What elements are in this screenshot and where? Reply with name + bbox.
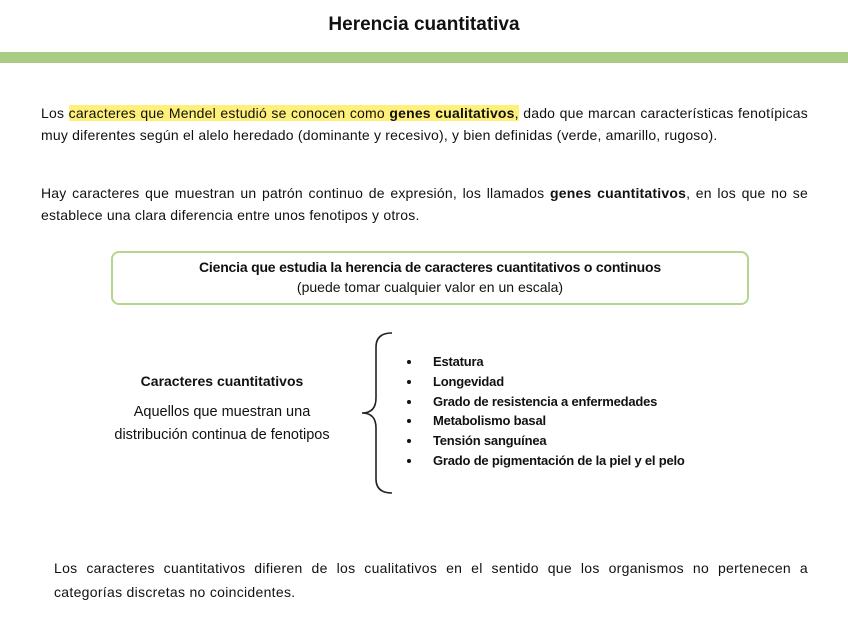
- examples-list: [400, 352, 685, 471]
- p2-pre: Hay caracteres que muestran un patrón continuo de expresión, los llamados: [41, 185, 550, 201]
- p1-highlight: caracteres que Mendel estudió se conocen como: [68, 105, 390, 121]
- intro-paragraph-1: [41, 102, 808, 146]
- page-title: Herencia cuantitativa: [328, 14, 520, 35]
- definition-box: [111, 251, 749, 305]
- p1-pre: Los: [41, 105, 69, 121]
- p1-comma: ,: [514, 105, 519, 121]
- p2-rest: , en los que no se establece una clara diferencia entre unos fenotipos y otros.: [41, 185, 808, 223]
- p1-rest: dado que marcan características fenotípicas muy diferentes según el alelo heredado (dominante y recesivo), y bien definidas (verde, amarillo, rugoso).: [41, 105, 808, 143]
- quantitative-traits-heading: Caracteres cuantitativos: [140, 373, 304, 389]
- description-line-1: Aquellos que muestran una: [133, 404, 311, 420]
- list-item: Tensión sanguínea: [400, 431, 685, 451]
- list-item: Longevidad: [400, 372, 685, 392]
- quantitative-traits-description: [80, 401, 364, 447]
- quantitative-traits-block: [80, 373, 364, 447]
- intro-paragraph-2: [41, 182, 808, 226]
- description-line-2: distribución continua de fenotipos: [114, 427, 330, 443]
- definition-line-2: (puede tomar cualquier valor en un escala): [296, 279, 564, 295]
- list-item: Grado de resistencia a enfermedades: [400, 392, 685, 412]
- list-item: Grado de pigmentación de la piel y el pelo: [400, 451, 685, 471]
- title-divider-bar: [0, 52, 848, 63]
- list-item: Metabolismo basal: [400, 411, 685, 431]
- highlighted-text: [69, 105, 519, 121]
- conclusion-paragraph: Los caracteres cuantitativos difieren de los cualitativos en el sentido que los organismos no pertenecen a categorías discretas no coincidentes.: [54, 560, 808, 600]
- definition-line-1: Ciencia que estudia la herencia de caracteres cuantitativos o continuos: [199, 259, 661, 275]
- p1-bold-term: genes cualitativos: [389, 105, 515, 121]
- list-item: Estatura: [400, 352, 685, 372]
- curly-brace-icon: [356, 330, 396, 496]
- p2-bold-term: genes cuantitativos: [550, 185, 687, 201]
